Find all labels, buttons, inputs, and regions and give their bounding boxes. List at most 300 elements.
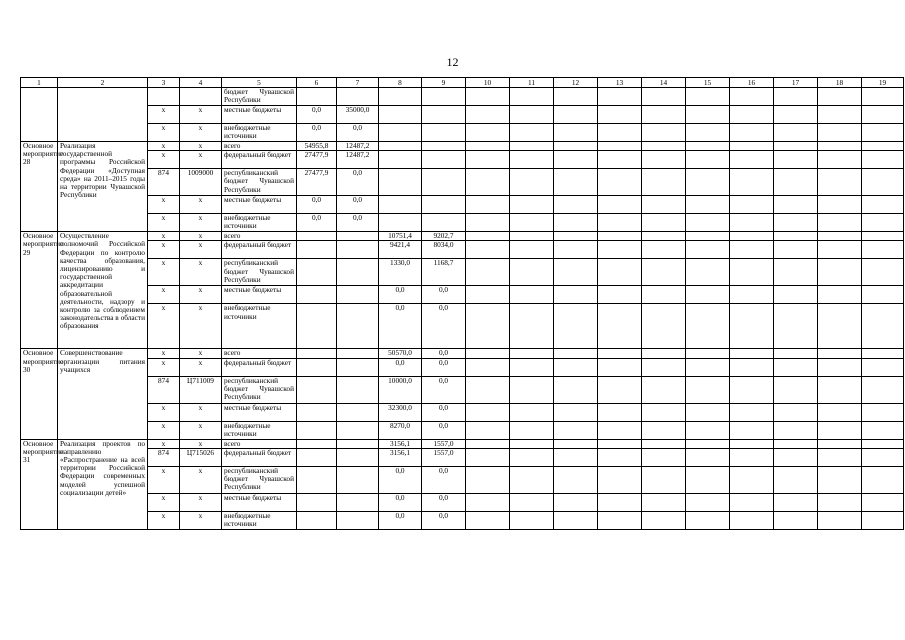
table-row — [21, 358, 904, 376]
table-header — [21, 78, 904, 88]
cell-empty — [686, 511, 730, 529]
cell-value: 0,0 — [422, 349, 466, 358]
cell-empty — [510, 421, 554, 439]
cell-source: федеральный бюджет — [222, 151, 297, 169]
cell-empty — [554, 421, 598, 439]
table-row — [21, 196, 904, 214]
cell-value: 0,0 — [422, 376, 466, 403]
table-row — [21, 214, 904, 232]
cell-empty — [466, 286, 510, 304]
cell-empty — [466, 349, 510, 358]
cell-empty — [862, 403, 904, 421]
cell-value: 0,0 — [379, 358, 422, 376]
cell-value — [297, 259, 337, 286]
cell-empty — [510, 214, 554, 232]
cell-empty — [818, 214, 862, 232]
cell-value: 8270,0 — [379, 421, 422, 439]
cell-description: Реализация государственной программы Российской Федерации «Доступная среда» на 2011–2015 годы на территории Чувашской Республики — [58, 142, 148, 232]
cell-empty — [554, 151, 598, 169]
cell-value — [297, 403, 337, 421]
cell-empty — [774, 214, 818, 232]
cell-empty — [598, 106, 642, 124]
cell-code: x — [180, 403, 222, 421]
cell-empty — [554, 241, 598, 259]
cell-code: x — [180, 421, 222, 439]
cell-value: 0,0 — [379, 286, 422, 304]
cell-empty — [554, 376, 598, 403]
cell-value: 10000,0 — [379, 376, 422, 403]
budget-table — [20, 77, 904, 530]
cell-value — [379, 169, 422, 196]
cell-value: 0,0 — [422, 403, 466, 421]
cell-empty — [554, 286, 598, 304]
cell-value — [297, 88, 337, 106]
cell-value — [422, 196, 466, 214]
cell-empty — [598, 241, 642, 259]
cell-empty — [686, 124, 730, 142]
table-row — [21, 448, 904, 466]
cell-code: x — [180, 358, 222, 376]
cell-empty — [642, 403, 686, 421]
cell-empty — [774, 196, 818, 214]
column-header-10: 10 — [466, 78, 510, 88]
cell-source: бюджет Чувашской Республики — [222, 88, 297, 106]
cell-value: 27477,9 — [297, 169, 337, 196]
cell-empty — [466, 403, 510, 421]
cell-empty — [686, 448, 730, 466]
cell-source: внебюджетные источники — [222, 511, 297, 529]
cell-empty — [818, 466, 862, 493]
cell-value — [337, 88, 379, 106]
cell-empty — [818, 448, 862, 466]
cell-empty — [818, 106, 862, 124]
cell-grbs: x — [148, 232, 180, 241]
cell-source: всего — [222, 232, 297, 241]
cell-empty — [598, 196, 642, 214]
cell-empty — [818, 196, 862, 214]
cell-empty — [466, 106, 510, 124]
cell-empty — [642, 88, 686, 106]
cell-empty — [466, 214, 510, 232]
cell-code: x — [180, 106, 222, 124]
cell-grbs: x — [148, 304, 180, 349]
cell-empty — [818, 304, 862, 349]
cell-value — [337, 358, 379, 376]
cell-empty — [686, 376, 730, 403]
cell-empty — [774, 124, 818, 142]
cell-empty — [466, 151, 510, 169]
cell-code: x — [180, 304, 222, 349]
cell-value: 0,0 — [422, 421, 466, 439]
cell-value — [297, 232, 337, 241]
cell-code: x — [180, 196, 222, 214]
cell-empty — [730, 124, 774, 142]
cell-empty — [862, 232, 904, 241]
cell-value: 0,0 — [422, 493, 466, 511]
cell-value: 8034,0 — [422, 241, 466, 259]
cell-value — [337, 259, 379, 286]
cell-empty — [598, 358, 642, 376]
cell-empty — [466, 241, 510, 259]
cell-empty — [862, 511, 904, 529]
cell-empty — [730, 241, 774, 259]
cell-grbs: x — [148, 106, 180, 124]
cell-empty — [730, 214, 774, 232]
cell-source: республиканский бюджет Чувашской Республики — [222, 466, 297, 493]
cell-title — [21, 88, 58, 142]
cell-code: x — [180, 349, 222, 358]
cell-empty — [686, 142, 730, 151]
cell-value: 0,0 — [297, 214, 337, 232]
cell-empty — [466, 259, 510, 286]
cell-empty — [466, 493, 510, 511]
cell-value: 12487,2 — [337, 142, 379, 151]
cell-empty — [862, 259, 904, 286]
cell-value — [297, 448, 337, 466]
cell-title: Основное мероприятие 30 — [21, 349, 58, 439]
cell-empty — [686, 196, 730, 214]
table-row — [21, 124, 904, 142]
cell-empty — [686, 286, 730, 304]
cell-empty — [818, 124, 862, 142]
cell-code: x — [180, 142, 222, 151]
cell-empty — [774, 439, 818, 448]
cell-empty — [686, 106, 730, 124]
column-header-12: 12 — [554, 78, 598, 88]
cell-source: внебюджетные источники — [222, 421, 297, 439]
cell-empty — [598, 169, 642, 196]
cell-empty — [862, 358, 904, 376]
cell-empty — [686, 421, 730, 439]
cell-empty — [774, 241, 818, 259]
column-header-11: 11 — [510, 78, 554, 88]
column-header-15: 15 — [686, 78, 730, 88]
cell-value: 0,0 — [337, 124, 379, 142]
cell-empty — [730, 493, 774, 511]
cell-empty — [686, 232, 730, 241]
cell-value: 0,0 — [422, 304, 466, 349]
cell-empty — [554, 304, 598, 349]
cell-empty — [818, 349, 862, 358]
cell-grbs — [148, 88, 180, 106]
cell-empty — [686, 259, 730, 286]
cell-empty — [818, 232, 862, 241]
cell-empty — [730, 88, 774, 106]
cell-empty — [554, 439, 598, 448]
cell-code: x — [180, 151, 222, 169]
cell-source: внебюджетные источники — [222, 124, 297, 142]
cell-empty — [554, 349, 598, 358]
cell-empty — [510, 232, 554, 241]
cell-value: 0,0 — [337, 214, 379, 232]
cell-empty — [598, 439, 642, 448]
cell-description: Совершенствование организации питания учащихся — [58, 349, 148, 439]
cell-empty — [686, 151, 730, 169]
cell-title: Основное мероприятие 29 — [21, 232, 58, 349]
column-header-4: 4 — [180, 78, 222, 88]
cell-empty — [466, 439, 510, 448]
column-header-3: 3 — [148, 78, 180, 88]
cell-empty — [642, 286, 686, 304]
cell-empty — [642, 448, 686, 466]
cell-code: x — [180, 511, 222, 529]
cell-empty — [730, 232, 774, 241]
cell-empty — [642, 196, 686, 214]
cell-source: местные бюджеты — [222, 286, 297, 304]
cell-value: 0,0 — [422, 358, 466, 376]
cell-empty — [686, 358, 730, 376]
cell-value — [379, 151, 422, 169]
cell-empty — [642, 439, 686, 448]
cell-empty — [510, 196, 554, 214]
cell-empty — [730, 439, 774, 448]
cell-empty — [642, 349, 686, 358]
cell-empty — [510, 376, 554, 403]
cell-empty — [862, 88, 904, 106]
cell-source: всего — [222, 439, 297, 448]
table-row — [21, 511, 904, 529]
column-header-19: 19 — [862, 78, 904, 88]
cell-empty — [466, 232, 510, 241]
cell-empty — [510, 88, 554, 106]
cell-grbs: x — [148, 259, 180, 286]
cell-value: 0,0 — [379, 304, 422, 349]
cell-empty — [466, 169, 510, 196]
cell-value: 0,0 — [422, 286, 466, 304]
table-row — [21, 169, 904, 196]
cell-empty — [862, 241, 904, 259]
cell-empty — [862, 421, 904, 439]
cell-empty — [774, 232, 818, 241]
cell-empty — [466, 88, 510, 106]
cell-empty — [642, 151, 686, 169]
cell-value — [379, 88, 422, 106]
column-header-6: 6 — [297, 78, 337, 88]
cell-empty — [774, 376, 818, 403]
cell-empty — [774, 403, 818, 421]
cell-empty — [774, 448, 818, 466]
cell-empty — [642, 511, 686, 529]
table-row — [21, 439, 904, 448]
cell-empty — [510, 403, 554, 421]
cell-value — [337, 403, 379, 421]
cell-empty — [466, 358, 510, 376]
cell-grbs: 874 — [148, 376, 180, 403]
cell-empty — [642, 232, 686, 241]
cell-empty — [642, 259, 686, 286]
cell-grbs: x — [148, 286, 180, 304]
cell-empty — [598, 124, 642, 142]
cell-empty — [862, 466, 904, 493]
cell-empty — [598, 349, 642, 358]
cell-value — [297, 511, 337, 529]
cell-value: 1557,0 — [422, 439, 466, 448]
cell-empty — [554, 466, 598, 493]
cell-empty — [466, 196, 510, 214]
cell-empty — [598, 304, 642, 349]
cell-empty — [554, 106, 598, 124]
cell-empty — [774, 142, 818, 151]
cell-empty — [510, 493, 554, 511]
cell-empty — [598, 421, 642, 439]
cell-empty — [642, 214, 686, 232]
cell-empty — [598, 403, 642, 421]
cell-value — [379, 196, 422, 214]
cell-grbs: x — [148, 142, 180, 151]
cell-grbs: x — [148, 241, 180, 259]
cell-empty — [774, 493, 818, 511]
cell-value: 0,0 — [422, 511, 466, 529]
cell-value — [379, 106, 422, 124]
cell-empty — [818, 88, 862, 106]
page-number: 12 — [446, 55, 459, 69]
table-row — [21, 403, 904, 421]
cell-empty — [598, 259, 642, 286]
table-row — [21, 106, 904, 124]
cell-empty — [774, 349, 818, 358]
cell-code: x — [180, 493, 222, 511]
cell-empty — [598, 511, 642, 529]
cell-empty — [642, 169, 686, 196]
cell-empty — [554, 169, 598, 196]
cell-empty — [554, 88, 598, 106]
cell-empty — [510, 466, 554, 493]
cell-empty — [686, 304, 730, 349]
cell-empty — [510, 169, 554, 196]
cell-grbs: 874 — [148, 448, 180, 466]
cell-description — [58, 88, 148, 142]
cell-value — [337, 232, 379, 241]
cell-empty — [686, 439, 730, 448]
cell-code: x — [180, 466, 222, 493]
cell-empty — [554, 403, 598, 421]
cell-empty — [818, 241, 862, 259]
cell-empty — [466, 466, 510, 493]
cell-value: 3156,1 — [379, 439, 422, 448]
cell-value — [337, 439, 379, 448]
cell-code: Ц711009 — [180, 376, 222, 403]
cell-empty — [598, 448, 642, 466]
column-header-9: 9 — [422, 78, 466, 88]
cell-description: Реализация проектов по направлению «Распространение на всей территории Российской Федерации современных моделей успешной социализации детей» — [58, 439, 148, 529]
cell-value — [297, 349, 337, 358]
cell-empty — [818, 286, 862, 304]
cell-value — [379, 142, 422, 151]
cell-empty — [598, 142, 642, 151]
cell-empty — [862, 214, 904, 232]
cell-value: 0,0 — [379, 493, 422, 511]
cell-empty — [642, 376, 686, 403]
cell-empty — [730, 511, 774, 529]
cell-empty — [642, 241, 686, 259]
cell-empty — [554, 196, 598, 214]
cell-code: x — [180, 286, 222, 304]
column-header-5: 5 — [222, 78, 297, 88]
column-header-18: 18 — [818, 78, 862, 88]
table-row — [21, 241, 904, 259]
column-header-2: 2 — [58, 78, 148, 88]
cell-empty — [774, 304, 818, 349]
table-row — [21, 376, 904, 403]
cell-title: Основное мероприятие 28 — [21, 142, 58, 232]
cell-empty — [774, 466, 818, 493]
table-row — [21, 232, 904, 241]
cell-empty — [862, 376, 904, 403]
cell-value: 0,0 — [297, 106, 337, 124]
cell-empty — [686, 403, 730, 421]
cell-empty — [510, 304, 554, 349]
cell-empty — [554, 142, 598, 151]
cell-value — [297, 304, 337, 349]
cell-source: республиканский бюджет Чувашской Республики — [222, 259, 297, 286]
cell-source: внебюджетные источники — [222, 304, 297, 349]
table-row — [21, 349, 904, 358]
cell-empty — [642, 358, 686, 376]
cell-empty — [642, 421, 686, 439]
cell-empty — [642, 106, 686, 124]
table-row — [21, 259, 904, 286]
cell-grbs: x — [148, 151, 180, 169]
cell-empty — [774, 169, 818, 196]
cell-empty — [730, 403, 774, 421]
cell-description: Осуществление полномочий Российской Федерации по контролю качества образования, лицензированию и государственной аккредитации образовательной деятельности, надзору и контролю за соблюдением законодательства в области образования — [58, 232, 148, 349]
cell-empty — [510, 124, 554, 142]
cell-empty — [774, 358, 818, 376]
cell-empty — [818, 142, 862, 151]
table-row — [21, 421, 904, 439]
cell-value — [297, 358, 337, 376]
cell-value — [422, 142, 466, 151]
cell-code: Ц715026 — [180, 448, 222, 466]
cell-empty — [554, 232, 598, 241]
cell-grbs: x — [148, 214, 180, 232]
cell-value: 9202,7 — [422, 232, 466, 241]
cell-code: x — [180, 259, 222, 286]
cell-empty — [466, 448, 510, 466]
cell-empty — [510, 106, 554, 124]
cell-empty — [862, 196, 904, 214]
cell-value — [337, 511, 379, 529]
cell-value: 0,0 — [297, 124, 337, 142]
cell-empty — [818, 376, 862, 403]
cell-source: внебюджетные источники — [222, 214, 297, 232]
cell-empty — [774, 259, 818, 286]
cell-empty — [862, 349, 904, 358]
cell-empty — [730, 349, 774, 358]
cell-value — [337, 286, 379, 304]
cell-empty — [818, 403, 862, 421]
cell-value — [297, 286, 337, 304]
table-row — [21, 142, 904, 151]
cell-empty — [642, 142, 686, 151]
cell-source: федеральный бюджет — [222, 241, 297, 259]
cell-grbs: x — [148, 358, 180, 376]
cell-empty — [730, 286, 774, 304]
cell-empty — [554, 259, 598, 286]
cell-empty — [510, 142, 554, 151]
cell-value: 12487,2 — [337, 151, 379, 169]
cell-value: 50570,0 — [379, 349, 422, 358]
cell-empty — [686, 493, 730, 511]
cell-empty — [730, 466, 774, 493]
cell-value — [337, 421, 379, 439]
cell-empty — [818, 439, 862, 448]
cell-grbs: x — [148, 466, 180, 493]
cell-empty — [510, 511, 554, 529]
cell-empty — [818, 259, 862, 286]
cell-value — [422, 214, 466, 232]
table-row — [21, 88, 904, 106]
